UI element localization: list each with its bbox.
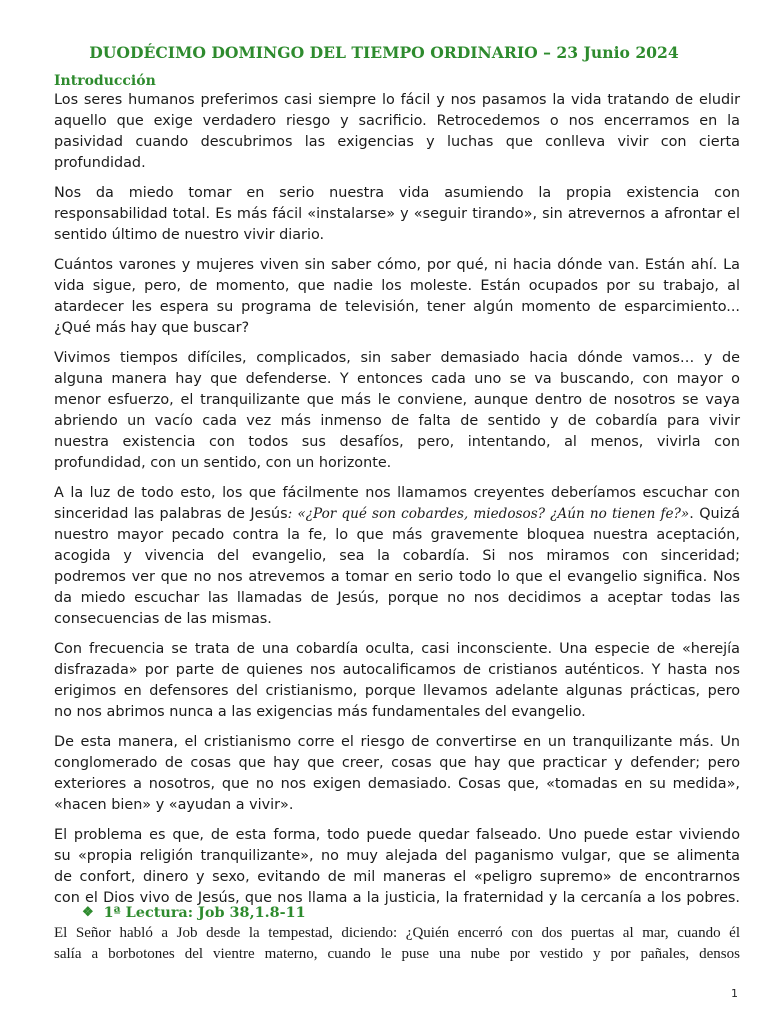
text-line: exteriores a nosotros, que no nos exigen demasiado. Cosas que, «tomadas en su medida», <box>54 776 740 792</box>
introduction-heading: Introducción <box>54 73 156 89</box>
first-reading-label: 1ª Lectura: Job 38,1.8-11 <box>103 904 306 921</box>
text-line: A la luz de todo esto, los que fácilmente nos llamamos creyentes deberíamos escuchar con <box>54 485 740 501</box>
text-line: podremos ver que no nos atrevemos a tomar en serio todo lo que el evangelio significa. Nos <box>54 569 740 585</box>
text-line: da miedo escuchar las llamadas de Jesús, porque no nos decidimos a aceptar todas las <box>54 590 740 606</box>
text-line: Con frecuencia se trata de una cobardía oculta, casi inconsciente. Una especie de «herejía <box>54 641 740 657</box>
text-line: «hacen bien» y «ayudan a vivir». <box>54 797 294 813</box>
text-span: sinceridad las palabras de Jesús <box>54 506 288 522</box>
first-reading-heading <box>82 904 306 921</box>
text-line: responsabilidad total. Es más fácil «instalarse» y «seguir tirando», sin atrevernos a afrontar el <box>54 206 740 222</box>
text-line: salía a borbotones del vientre materno, cuando le puse una nube por vestido y por pañales, densos <box>54 946 740 962</box>
text-line: Nos da miedo tomar en serio nuestra vida asumiendo la propia existencia con <box>54 185 740 201</box>
page-number: 1 <box>731 987 738 1000</box>
text-line: Vivimos tiempos difíciles, complicados, sin saber demasiado hacia dónde vamos… y de <box>54 350 740 366</box>
text-line: de confort, dinero y sexo, evitando de mil maneras el «peligro supremo» de encontrarnos <box>54 869 740 885</box>
text-line: profundidad, con un sentido, con un horizonte. <box>54 455 392 471</box>
text-line: conglomerado de cosas que hay que creer, cosas que hay que practicar y defender; pero <box>54 755 740 771</box>
text-line: acogida y vivencia del evangelio, sea la cobardía. Si nos miramos con sinceridad; <box>54 548 740 564</box>
text-line: alguna manera hay que defenderse. Y entonces cada uno se va buscando, con mayor o <box>54 371 740 387</box>
text-line: abriendo un vacío cada vez más inmenso de falta de sentido y de cobardía para vivir <box>54 413 740 429</box>
document-title: DUODÉCIMO DOMINGO DEL TIEMPO ORDINARIO – 23 Junio 2024 <box>89 43 679 62</box>
text-line: Los seres humanos preferimos casi siempre lo fácil y nos pasamos la vida tratando de eludir <box>54 92 740 108</box>
text-line: su «propia religión tranquilizante», no muy alejada del paganismo vulgar, que se alimenta <box>54 848 740 864</box>
text-line: menor esfuerzo, el tranquilizante que más le conviene, aunque dentro de nosotros se vaya <box>54 392 740 408</box>
text-line-with-quote <box>54 503 740 525</box>
text-line: nuestra existencia con todos sus desafíos, pero, intentando, al menos, vivirla con <box>54 434 740 450</box>
text-line: vida sigue, pero, de momento, que nadie los moleste. Están ocupados por su trabajo, al <box>54 278 740 294</box>
text-line: El problema es que, de esta forma, todo puede quedar falseado. Uno puede estar viviendo <box>54 827 740 843</box>
diamond-bullet-icon: ❖ <box>82 905 94 920</box>
text-span: . Quizá <box>689 506 741 522</box>
text-line: aquello que exige verdadero riesgo y sacrificio. Retrocedemos o nos encerramos en la <box>54 113 740 129</box>
text-line: ¿Qué más hay que buscar? <box>54 320 250 336</box>
text-line: De esta manera, el cristianismo corre el riesgo de convertirse en un tranquilizante más. Un <box>54 734 740 750</box>
text-line: Cuántos varones y mujeres viven sin saber cómo, por qué, ni hacia dónde van. Están ahí. La <box>54 257 740 273</box>
text-line: pasividad cuando descubrimos las exigencias y luchas que conlleva vivir con cierta <box>54 134 740 150</box>
text-line: profundidad. <box>54 155 146 171</box>
text-line: atardecer les espera su programa de televisión, tener algún momento de esparcimiento... <box>54 299 740 315</box>
text-line: nuestro mayor pecado contra la fe, lo que más gravemente bloquea nuestra aceptación, <box>54 527 740 543</box>
text-line: erigimos en defensores del cristianismo, porque llevamos adelante algunas prácticas, pero <box>54 683 740 699</box>
text-line: con el Dios vivo de Jesús, que nos llama a la justicia, la fraternidad y la cercanía a los pobres. <box>54 890 740 906</box>
text-line: sentido último de nuestro vivir diario. <box>54 227 325 243</box>
text-line: consecuencias de las mismas. <box>54 611 272 627</box>
text-line: disfrazada» por parte de quienes nos autocalificamos de cristianos auténticos. Y hasta nos <box>54 662 740 678</box>
text-line: no nos abrimos nunca a las exigencias más fundamentales del evangelio. <box>54 704 586 720</box>
jesus-quote: : «¿Por qué son cobardes, miedosos? ¿Aún no tienen fe?» <box>287 506 690 522</box>
text-line: El Señor habló a Job desde la tempestad, diciendo: ¿Quién encerró con dos puertas al mar, cuando él <box>54 925 740 941</box>
